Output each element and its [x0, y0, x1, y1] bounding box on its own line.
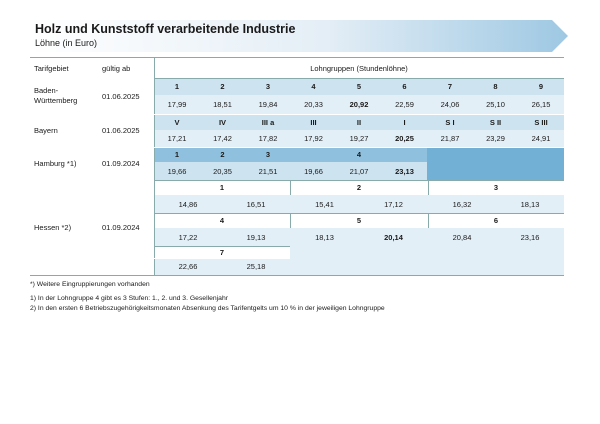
- divider: [154, 78, 564, 79]
- divider: [154, 180, 564, 181]
- wage-value: 17,82: [245, 130, 291, 147]
- page-title: Holz und Kunststoff verarbeitende Industrie: [35, 22, 296, 36]
- wage-value: 19,84: [245, 95, 291, 114]
- wage-value: 18,13: [496, 195, 564, 213]
- group-label: 5: [290, 213, 428, 228]
- divider: [428, 213, 429, 228]
- wage-value: 17,92: [291, 130, 336, 147]
- region-date-hamburg: 01.09.2024: [102, 159, 140, 168]
- wage-value: 20,84: [428, 228, 496, 246]
- group-label: 7: [154, 246, 290, 258]
- wage-value: 14,86: [154, 195, 222, 213]
- wage-value: 24,06: [427, 95, 473, 114]
- group-label: 2: [200, 147, 245, 162]
- group-label: 5: [336, 78, 382, 95]
- wage-table: [30, 57, 564, 276]
- wage-value: 22,66: [154, 258, 222, 275]
- wage-value: 19,13: [222, 228, 290, 246]
- wage-value: 19,27: [336, 130, 382, 147]
- group-label: 6: [382, 78, 427, 95]
- group-label: 9: [518, 78, 564, 95]
- region-date-hessen: 01.09.2024: [102, 223, 140, 232]
- group-label: IV: [200, 114, 245, 130]
- divider: [154, 58, 155, 275]
- group-label: 1: [154, 180, 290, 195]
- divider: [154, 246, 290, 247]
- group-label: 3: [245, 147, 291, 162]
- wage-value: 26,15: [518, 95, 564, 114]
- wage-value: 20,35: [200, 162, 245, 180]
- wage-value: 19,66: [154, 162, 200, 180]
- group-label: S I: [427, 114, 473, 130]
- wage-value: 16,51: [222, 195, 290, 213]
- group-label: 6: [428, 213, 564, 228]
- group-label: V: [154, 114, 200, 130]
- wage-value: 17,22: [154, 228, 222, 246]
- group-label: 1: [154, 78, 200, 95]
- wage-value: 18,51: [200, 95, 245, 114]
- col-header-gueltig-ab: gültig ab: [102, 63, 131, 73]
- col-header-lohngruppen: Lohngruppen (Stundenlöhne): [310, 63, 408, 73]
- footnote-2: 2) In den ersten 6 Betriebszugehörigkeitsmonaten Absenkung des Tarifentgelts um 10 % in der jeweiligen Lohngruppe: [30, 305, 385, 312]
- wage-value: 20,14: [359, 228, 428, 246]
- divider: [428, 180, 429, 195]
- divider: [30, 114, 564, 115]
- wage-value: 20,25: [382, 130, 427, 147]
- divider: [290, 180, 291, 195]
- wage-value: 20,92: [336, 95, 382, 114]
- col-header-tarifgebiet: Tarifgebiet: [34, 63, 69, 73]
- wage-value: 20,33: [291, 95, 336, 114]
- group-label: 1: [154, 147, 200, 162]
- group-label: III a: [245, 114, 291, 130]
- group-label: 4: [291, 78, 336, 95]
- wage-value: 23,29: [473, 130, 518, 147]
- group-label: 7: [427, 78, 473, 95]
- divider: [154, 258, 290, 259]
- wage-value: 15,41: [290, 195, 359, 213]
- wage-value: 21,07: [336, 162, 382, 180]
- group-label: 8: [473, 78, 518, 95]
- wage-value: 25,18: [222, 258, 290, 275]
- group-label: II: [336, 114, 382, 130]
- group-label: S III: [518, 114, 564, 130]
- wage-value: 24,91: [518, 130, 564, 147]
- footnote-star: *) Weitere Eingruppierungen vorhanden: [30, 281, 150, 288]
- wage-value: 18,13: [290, 228, 359, 246]
- wage-value: 17,99: [154, 95, 200, 114]
- region-name-hessen: Hessen *2): [34, 223, 72, 232]
- divider: [154, 213, 564, 214]
- wage-value: 19,66: [291, 162, 336, 180]
- group-label: 3: [428, 180, 564, 195]
- wage-value: 17,42: [200, 130, 245, 147]
- wage-value: 23,13: [382, 162, 427, 180]
- region-name-baden: Baden-Württemberg: [34, 86, 78, 105]
- group-label: 3: [245, 78, 291, 95]
- wage-value: 16,32: [428, 195, 496, 213]
- wage-value: 21,87: [427, 130, 473, 147]
- divider: [30, 147, 564, 148]
- group-label: 4: [291, 147, 427, 162]
- group-label: 2: [290, 180, 428, 195]
- group-label: 2: [200, 78, 245, 95]
- wage-value: 17,21: [154, 130, 200, 147]
- group-label: III: [291, 114, 336, 130]
- page-subtitle: Löhne (in Euro): [35, 38, 98, 48]
- group-label: I: [382, 114, 427, 130]
- region-name-hamburg: Hamburg *1): [34, 159, 77, 168]
- empty-cell: [427, 147, 564, 180]
- wage-value: 23,16: [496, 228, 564, 246]
- wage-value: 25,10: [473, 95, 518, 114]
- divider: [290, 213, 291, 228]
- region-name-bayern: Bayern: [34, 126, 58, 135]
- group-label: S II: [473, 114, 518, 130]
- footnote-1: 1) In der Lohngruppe 4 gibt es 3 Stufen: 1., 2. und 3. Gesellenjahr: [30, 295, 228, 302]
- wage-value: 21,51: [245, 162, 291, 180]
- region-date-bayern: 01.06.2025: [102, 126, 140, 135]
- group-label: 4: [154, 213, 290, 228]
- wage-value: 17,12: [359, 195, 428, 213]
- wage-value: 22,59: [382, 95, 427, 114]
- empty-cell: [290, 246, 564, 275]
- region-date-baden: 01.06.2025: [102, 91, 140, 101]
